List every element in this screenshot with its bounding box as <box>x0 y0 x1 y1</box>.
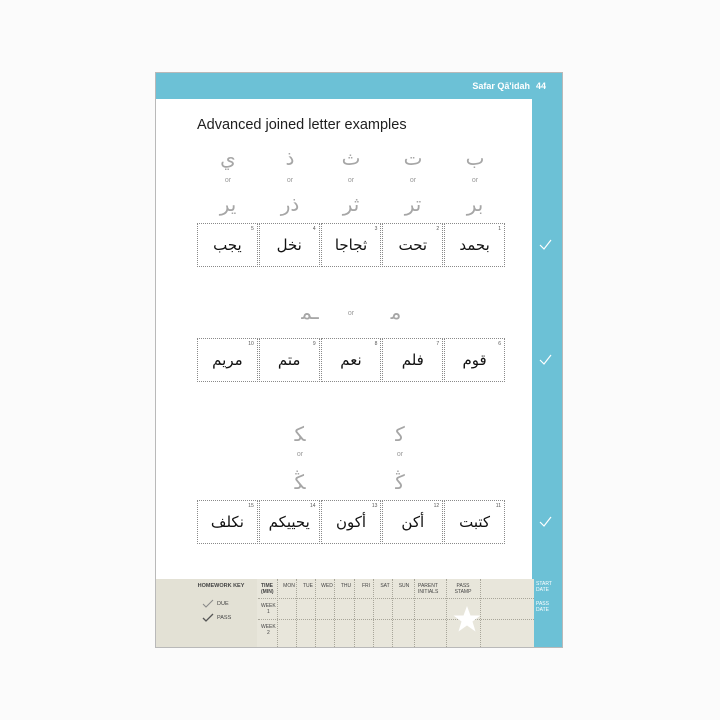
cell-number: 10 <box>248 341 254 347</box>
cell-number: 8 <box>374 341 378 347</box>
cell-number: 4 <box>312 226 316 232</box>
word-cell <box>321 223 382 267</box>
or-label: or <box>347 177 355 184</box>
word-cell <box>259 338 320 382</box>
letter-dhal-joined: ﺫﺭ <box>280 192 300 216</box>
arabic-word: نخل <box>276 236 302 254</box>
or-label: or <box>347 310 355 317</box>
week-2-label <box>261 624 276 636</box>
word-cell <box>382 338 443 382</box>
word-cell <box>197 500 258 544</box>
arabic-word: أكن <box>401 513 425 531</box>
grid-divider <box>334 579 335 648</box>
word-cell <box>259 500 320 544</box>
time-unit: (MIN) <box>261 589 274 595</box>
cell-number: 15 <box>248 503 254 509</box>
arabic-word: يجب <box>213 236 242 254</box>
cell-number: 9 <box>312 341 316 347</box>
arabic-word: نعم <box>340 351 362 369</box>
letter-kaf-initial: ﻛ <box>395 422 405 446</box>
pass-stamp-header: PASS STAMP <box>454 583 472 595</box>
letter-ya: ي <box>220 146 236 170</box>
word-row-1 <box>197 223 505 267</box>
letter-kaf-initial-alt: ﯕ <box>395 470 405 494</box>
homework-key-title: HOMEWORK KEY <box>197 583 245 589</box>
cell-number: 1 <box>498 226 501 232</box>
letter-tha: ث <box>341 146 361 170</box>
letter-ba: ب <box>465 146 485 170</box>
word-cell <box>197 338 258 382</box>
star-icon <box>453 605 481 633</box>
check-icon[interactable] <box>537 237 553 253</box>
cell-number: 6 <box>498 341 501 347</box>
word-cell <box>321 338 382 382</box>
or-label: or <box>286 177 294 184</box>
arabic-word: أكون <box>335 513 367 531</box>
grid-divider <box>354 579 355 648</box>
grid-row-divider <box>258 619 534 620</box>
day-fri: FRI <box>361 583 371 589</box>
arabic-word: مريم <box>212 351 243 369</box>
grid-divider <box>315 579 316 648</box>
letter-ta: ت <box>403 146 423 170</box>
letter-mim-initial: ﻣ <box>390 300 402 324</box>
or-label: or <box>471 177 479 184</box>
letter-ya-joined: ﻳﺮ <box>219 192 237 216</box>
check-icon[interactable] <box>537 514 553 530</box>
arabic-word: قوم <box>462 351 487 369</box>
arabic-word: فلم <box>401 351 424 369</box>
check-icon[interactable] <box>537 352 553 368</box>
arabic-word: نكلف <box>210 513 244 531</box>
or-label: or <box>224 177 232 184</box>
day-wed: WED <box>321 583 333 589</box>
book-title: Safar Qā'idah <box>472 81 530 91</box>
cell-number: 2 <box>436 226 440 232</box>
grid-divider <box>446 579 447 648</box>
cell-number: 3 <box>374 226 378 232</box>
time-label: TIME <box>261 583 273 589</box>
start-date-label: START DATE <box>536 581 552 593</box>
due-label: DUE <box>217 601 229 607</box>
cell-number: 5 <box>251 226 254 232</box>
week-label: WEEK <box>261 624 276 630</box>
pass-check-icon <box>202 613 214 623</box>
word-cell <box>382 223 443 267</box>
grid-row-divider <box>258 598 534 599</box>
or-label: or <box>296 451 304 458</box>
legend-due <box>202 599 229 609</box>
arabic-word: تحت <box>398 236 428 254</box>
arabic-word: يحييكم <box>268 513 310 531</box>
page-title: Advanced joined letter examples <box>197 117 407 133</box>
day-mon: MON <box>283 583 295 589</box>
homework-key <box>156 579 257 648</box>
cell-number: 7 <box>436 341 440 347</box>
letter-ta-joined: ﺗﺮ <box>404 192 422 216</box>
due-check-icon <box>202 599 214 609</box>
arabic-word: متم <box>277 351 301 369</box>
grid-divider <box>414 579 415 648</box>
grid-divider <box>277 579 278 648</box>
day-sun: SUN <box>398 583 410 589</box>
day-tue: TUE <box>303 583 313 589</box>
parent-initials-header: PARENT INITIALS <box>418 583 439 595</box>
letter-ba-joined: ﺑﺮ <box>466 192 484 216</box>
grid-divider <box>392 579 393 648</box>
word-cell <box>197 223 258 267</box>
word-cell <box>382 500 443 544</box>
letter-kaf-final: ﻜ <box>294 422 306 446</box>
day-thu: THU <box>340 583 352 589</box>
word-row-2 <box>197 338 505 382</box>
or-label: or <box>409 177 417 184</box>
legend-pass <box>202 613 231 623</box>
page-number: 44 <box>535 81 546 91</box>
cell-number: 11 <box>495 503 501 509</box>
week-number: 1 <box>266 609 270 615</box>
letter-kaf-final-alt: ﯖ <box>294 470 306 494</box>
arabic-word: كتبت <box>459 513 491 531</box>
or-label: or <box>396 451 404 458</box>
letter-tha-joined: ﺛﺮ <box>342 192 360 216</box>
letter-dhal: ذ <box>285 146 295 170</box>
week-1-label <box>261 603 276 615</box>
grid-divider <box>296 579 297 648</box>
workbook-page <box>155 72 563 648</box>
word-cell <box>444 500 505 544</box>
week-number: 2 <box>266 630 270 636</box>
cell-number: 12 <box>433 503 440 509</box>
pass-label: PASS <box>217 615 232 621</box>
arabic-word: ثجاجا <box>334 236 368 254</box>
cell-number: 13 <box>371 503 378 509</box>
page-header <box>472 81 546 91</box>
word-cell <box>321 500 382 544</box>
word-cell <box>444 223 505 267</box>
cell-number: 14 <box>310 503 316 509</box>
week-label: WEEK <box>261 603 276 609</box>
homework-tracker <box>156 579 534 648</box>
day-sat: SAT <box>380 583 390 589</box>
grid-divider <box>373 579 374 648</box>
letter-mim-joined: ـﻤ <box>301 300 319 324</box>
arabic-word: بحمد <box>459 236 490 254</box>
word-cell <box>259 223 320 267</box>
word-row-3 <box>197 500 505 544</box>
word-cell <box>444 338 505 382</box>
tracker-grid <box>258 579 534 648</box>
pass-date-label: PASS DATE <box>536 601 549 613</box>
